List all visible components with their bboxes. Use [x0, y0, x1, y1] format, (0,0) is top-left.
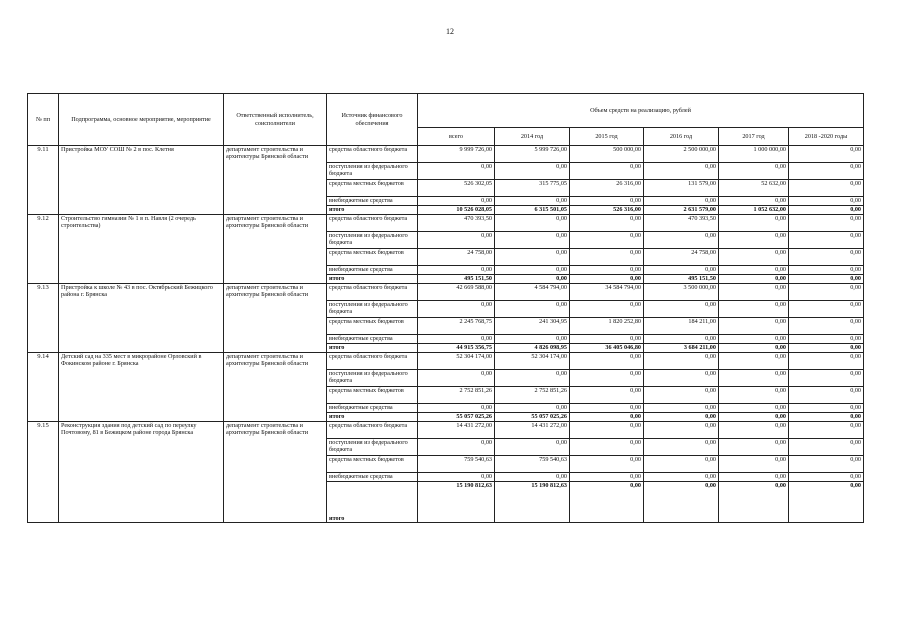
amount-cell: 0,00 [719, 163, 789, 180]
amount-cell: 0,00 [719, 284, 789, 301]
amount-cell: 1 000 000,00 [719, 146, 789, 163]
amount-cell: 34 584 794,00 [570, 284, 644, 301]
amount-cell: 0,00 [570, 370, 644, 387]
source-label: итого [327, 206, 418, 215]
amount-cell: 0,00 [644, 353, 719, 370]
amount-cell: 0,00 [644, 404, 719, 413]
source-label: средства местных бюджетов [327, 249, 418, 266]
header-year: 2018 -2020 годы [789, 128, 864, 146]
amount-cell: 0,00 [719, 197, 789, 206]
amount-cell: 0,00 [495, 301, 570, 318]
amount-cell: 0,00 [495, 266, 570, 275]
amount-cell: 0,00 [418, 473, 495, 482]
source-label: поступления из федерального бюджета [327, 439, 418, 456]
amount-cell: 0,00 [719, 473, 789, 482]
amount-cell: 0,00 [570, 422, 644, 439]
header-year: всего [418, 128, 495, 146]
amount-cell: 14 431 272,00 [418, 422, 495, 439]
amount-cell: 1 052 632,00 [719, 206, 789, 215]
amount-cell: 0,00 [719, 249, 789, 266]
amount-cell: 26 316,00 [570, 180, 644, 197]
amount-cell: 0,00 [789, 413, 864, 422]
amount-cell: 0,00 [789, 301, 864, 318]
header-year: 2014 год [495, 128, 570, 146]
table-row [28, 215, 864, 232]
header-source: Источник финансового обеспечения [327, 94, 418, 146]
amount-cell: 0,00 [789, 353, 864, 370]
amount-cell: 0,00 [789, 404, 864, 413]
amount-cell: 0,00 [418, 404, 495, 413]
amount-cell: 500 000,00 [570, 146, 644, 163]
amount-cell: 0,00 [789, 146, 864, 163]
amount-cell: 0,00 [644, 301, 719, 318]
amount-cell: 0,00 [644, 387, 719, 404]
amount-cell: 0,00 [719, 353, 789, 370]
amount-cell: 0,00 [644, 482, 719, 523]
source-label: средства местных бюджетов [327, 180, 418, 197]
amount-cell: 0,00 [719, 232, 789, 249]
financing-table [27, 93, 864, 523]
source-label: поступления из федерального бюджета [327, 301, 418, 318]
amount-cell: 0,00 [418, 335, 495, 344]
item-executor: департамент строительства и архитектуры Брянской области [224, 284, 327, 353]
amount-cell: 0,00 [789, 215, 864, 232]
item-code: 9.13 [28, 284, 59, 353]
table-row [28, 353, 864, 370]
amount-cell: 9 999 726,00 [418, 146, 495, 163]
amount-cell: 0,00 [644, 335, 719, 344]
amount-cell: 15 190 812,63 [418, 482, 495, 523]
item-name: Строительство гимназии № 1 в п. Навля (2 очередь строительства) [59, 215, 224, 284]
amount-cell: 0,00 [570, 482, 644, 523]
amount-cell: 2 752 851,26 [495, 387, 570, 404]
amount-cell: 0,00 [789, 266, 864, 275]
amount-cell: 0,00 [570, 215, 644, 232]
amount-cell: 0,00 [789, 422, 864, 439]
amount-cell: 52 304 174,00 [495, 353, 570, 370]
amount-cell: 0,00 [644, 266, 719, 275]
amount-cell: 184 211,00 [644, 318, 719, 335]
amount-cell: 131 579,00 [644, 180, 719, 197]
amount-cell: 0,00 [789, 318, 864, 335]
amount-cell: 3 684 211,00 [644, 344, 719, 353]
amount-cell: 0,00 [644, 413, 719, 422]
amount-cell: 0,00 [789, 206, 864, 215]
amount-cell: 0,00 [719, 344, 789, 353]
header-year: 2017 год [719, 128, 789, 146]
amount-cell: 0,00 [570, 387, 644, 404]
header-num: № пп [28, 94, 59, 146]
amount-cell: 6 315 501,05 [495, 206, 570, 215]
amount-cell: 470 393,50 [418, 215, 495, 232]
source-label: внебюджетные средства [327, 404, 418, 413]
amount-cell: 24 758,00 [418, 249, 495, 266]
item-executor: департамент строительства и архитектуры Брянской области [224, 353, 327, 422]
item-name: Детский сад на 335 мест в микрорайоне Орловский в Фокинском районе г. Брянска [59, 353, 224, 422]
amount-cell: 0,00 [719, 215, 789, 232]
amount-cell: 0,00 [789, 163, 864, 180]
source-label: поступления из федерального бюджета [327, 232, 418, 249]
amount-cell: 0,00 [644, 232, 719, 249]
amount-cell: 2 631 579,00 [644, 206, 719, 215]
amount-cell: 0,00 [644, 456, 719, 473]
amount-cell: 5 999 726,00 [495, 146, 570, 163]
amount-cell: 0,00 [570, 404, 644, 413]
amount-cell: 0,00 [495, 215, 570, 232]
amount-cell: 10 526 028,05 [418, 206, 495, 215]
source-label: поступления из федерального бюджета [327, 370, 418, 387]
amount-cell: 0,00 [644, 163, 719, 180]
amount-cell: 0,00 [789, 370, 864, 387]
item-name: Реконструкция здания под детский сад по переулку Почтовому, 81 в Бежицком районе города Брянска [59, 422, 224, 523]
source-label: внебюджетные средства [327, 335, 418, 344]
amount-cell: 0,00 [789, 284, 864, 301]
amount-cell: 241 304,95 [495, 318, 570, 335]
amount-cell: 495 151,50 [418, 275, 495, 284]
source-label: поступления из федерального бюджета [327, 163, 418, 180]
amount-cell: 0,00 [570, 197, 644, 206]
amount-cell: 0,00 [570, 456, 644, 473]
amount-cell: 0,00 [644, 473, 719, 482]
amount-cell: 0,00 [495, 249, 570, 266]
amount-cell: 0,00 [719, 439, 789, 456]
item-name: Пристройка к школе № 43 в пос. Октябрьский Бежицкого района г. Брянска [59, 284, 224, 353]
amount-cell: 52 304 174,00 [418, 353, 495, 370]
source-label: средства областного бюджета [327, 353, 418, 370]
header-year: 2015 год [570, 128, 644, 146]
amount-cell: 0,00 [719, 404, 789, 413]
amount-cell: 15 190 812,63 [495, 482, 570, 523]
amount-cell: 0,00 [719, 275, 789, 284]
amount-cell: 0,00 [495, 275, 570, 284]
amount-cell: 0,00 [789, 473, 864, 482]
amount-cell: 0,00 [495, 163, 570, 180]
source-label: средства областного бюджета [327, 422, 418, 439]
amount-cell: 0,00 [570, 413, 644, 422]
amount-cell: 3 500 000,00 [644, 284, 719, 301]
amount-cell: 42 669 588,00 [418, 284, 495, 301]
item-code: 9.12 [28, 215, 59, 284]
amount-cell: 0,00 [789, 344, 864, 353]
amount-cell: 0,00 [719, 422, 789, 439]
amount-cell: 0,00 [570, 249, 644, 266]
header-year: 2016 год [644, 128, 719, 146]
amount-cell: 0,00 [719, 456, 789, 473]
amount-cell: 0,00 [570, 301, 644, 318]
item-code: 9.11 [28, 146, 59, 215]
amount-cell: 0,00 [789, 232, 864, 249]
amount-cell: 0,00 [719, 335, 789, 344]
amount-cell: 2 500 000,00 [644, 146, 719, 163]
amount-cell: 0,00 [789, 482, 864, 523]
header-volume: Объем средств на реализацию, рублей [418, 94, 864, 128]
amount-cell: 1 820 252,80 [570, 318, 644, 335]
source-label: внебюджетные средства [327, 197, 418, 206]
source-label: средства областного бюджета [327, 284, 418, 301]
item-executor: департамент строительства и архитектуры Брянской области [224, 215, 327, 284]
amount-cell: 2 752 851,26 [418, 387, 495, 404]
amount-cell: 0,00 [789, 249, 864, 266]
source-label: итого [327, 482, 418, 523]
amount-cell: 0,00 [570, 439, 644, 456]
amount-cell: 470 393,50 [644, 215, 719, 232]
amount-cell: 0,00 [719, 387, 789, 404]
amount-cell: 55 057 025,26 [495, 413, 570, 422]
amount-cell: 52 632,00 [719, 180, 789, 197]
amount-cell: 0,00 [644, 422, 719, 439]
item-executor: департамент строительства и архитектуры Брянской области [224, 146, 327, 215]
amount-cell: 0,00 [719, 370, 789, 387]
table-row [28, 284, 864, 301]
amount-cell: 0,00 [789, 335, 864, 344]
amount-cell: 0,00 [644, 197, 719, 206]
amount-cell: 0,00 [570, 275, 644, 284]
amount-cell: 0,00 [570, 163, 644, 180]
header-program: Подпрограмма, основное мероприятие, мероприятие [59, 94, 224, 146]
amount-cell: 0,00 [570, 353, 644, 370]
item-name: Пристройка МОУ СОШ № 2 в пос. Клетня [59, 146, 224, 215]
source-label: внебюджетные средства [327, 266, 418, 275]
amount-cell: 0,00 [495, 197, 570, 206]
source-label: средства местных бюджетов [327, 456, 418, 473]
amount-cell: 0,00 [570, 266, 644, 275]
amount-cell: 0,00 [719, 301, 789, 318]
amount-cell: 4 826 098,95 [495, 344, 570, 353]
amount-cell: 0,00 [495, 232, 570, 249]
amount-cell: 0,00 [418, 439, 495, 456]
amount-cell: 759 540,63 [418, 456, 495, 473]
amount-cell: 0,00 [570, 232, 644, 249]
amount-cell: 759 540,63 [495, 456, 570, 473]
source-label: итого [327, 413, 418, 422]
amount-cell: 0,00 [719, 413, 789, 422]
amount-cell: 0,00 [719, 482, 789, 523]
amount-cell: 2 245 768,75 [418, 318, 495, 335]
amount-cell: 0,00 [789, 439, 864, 456]
amount-cell: 36 405 046,80 [570, 344, 644, 353]
amount-cell: 0,00 [495, 370, 570, 387]
header-executor: Ответственный исполнитель, соисполнители [224, 94, 327, 146]
page-number: 12 [446, 27, 454, 36]
amount-cell: 0,00 [495, 404, 570, 413]
source-label: средства местных бюджетов [327, 387, 418, 404]
amount-cell: 0,00 [418, 266, 495, 275]
amount-cell: 526 302,05 [418, 180, 495, 197]
amount-cell: 0,00 [418, 197, 495, 206]
amount-cell: 0,00 [789, 275, 864, 284]
amount-cell: 0,00 [495, 439, 570, 456]
amount-cell: 0,00 [719, 266, 789, 275]
amount-cell: 14 431 272,00 [495, 422, 570, 439]
amount-cell: 0,00 [719, 318, 789, 335]
source-label: итого [327, 275, 418, 284]
amount-cell: 0,00 [789, 180, 864, 197]
item-code: 9.14 [28, 353, 59, 422]
source-label: итого [327, 344, 418, 353]
amount-cell: 0,00 [789, 197, 864, 206]
table-row [28, 146, 864, 163]
amount-cell: 24 758,00 [644, 249, 719, 266]
amount-cell: 526 316,00 [570, 206, 644, 215]
amount-cell: 0,00 [418, 163, 495, 180]
amount-cell: 0,00 [495, 473, 570, 482]
amount-cell: 0,00 [789, 387, 864, 404]
item-code: 9.15 [28, 422, 59, 523]
amount-cell: 0,00 [644, 439, 719, 456]
amount-cell: 315 775,05 [495, 180, 570, 197]
source-label: средства областного бюджета [327, 215, 418, 232]
amount-cell: 495 151,50 [644, 275, 719, 284]
item-executor: департамент строительства и архитектуры Брянской области [224, 422, 327, 523]
table-row [28, 422, 864, 439]
source-label: внебюджетные средства [327, 473, 418, 482]
amount-cell: 55 057 025,26 [418, 413, 495, 422]
amount-cell: 0,00 [418, 232, 495, 249]
amount-cell: 0,00 [644, 370, 719, 387]
amount-cell: 0,00 [418, 370, 495, 387]
amount-cell: 44 915 356,75 [418, 344, 495, 353]
amount-cell: 0,00 [418, 301, 495, 318]
source-label: средства местных бюджетов [327, 318, 418, 335]
amount-cell: 0,00 [570, 335, 644, 344]
amount-cell: 0,00 [789, 456, 864, 473]
amount-cell: 0,00 [570, 473, 644, 482]
source-label: средства областного бюджета [327, 146, 418, 163]
amount-cell: 0,00 [495, 335, 570, 344]
amount-cell: 4 584 794,00 [495, 284, 570, 301]
